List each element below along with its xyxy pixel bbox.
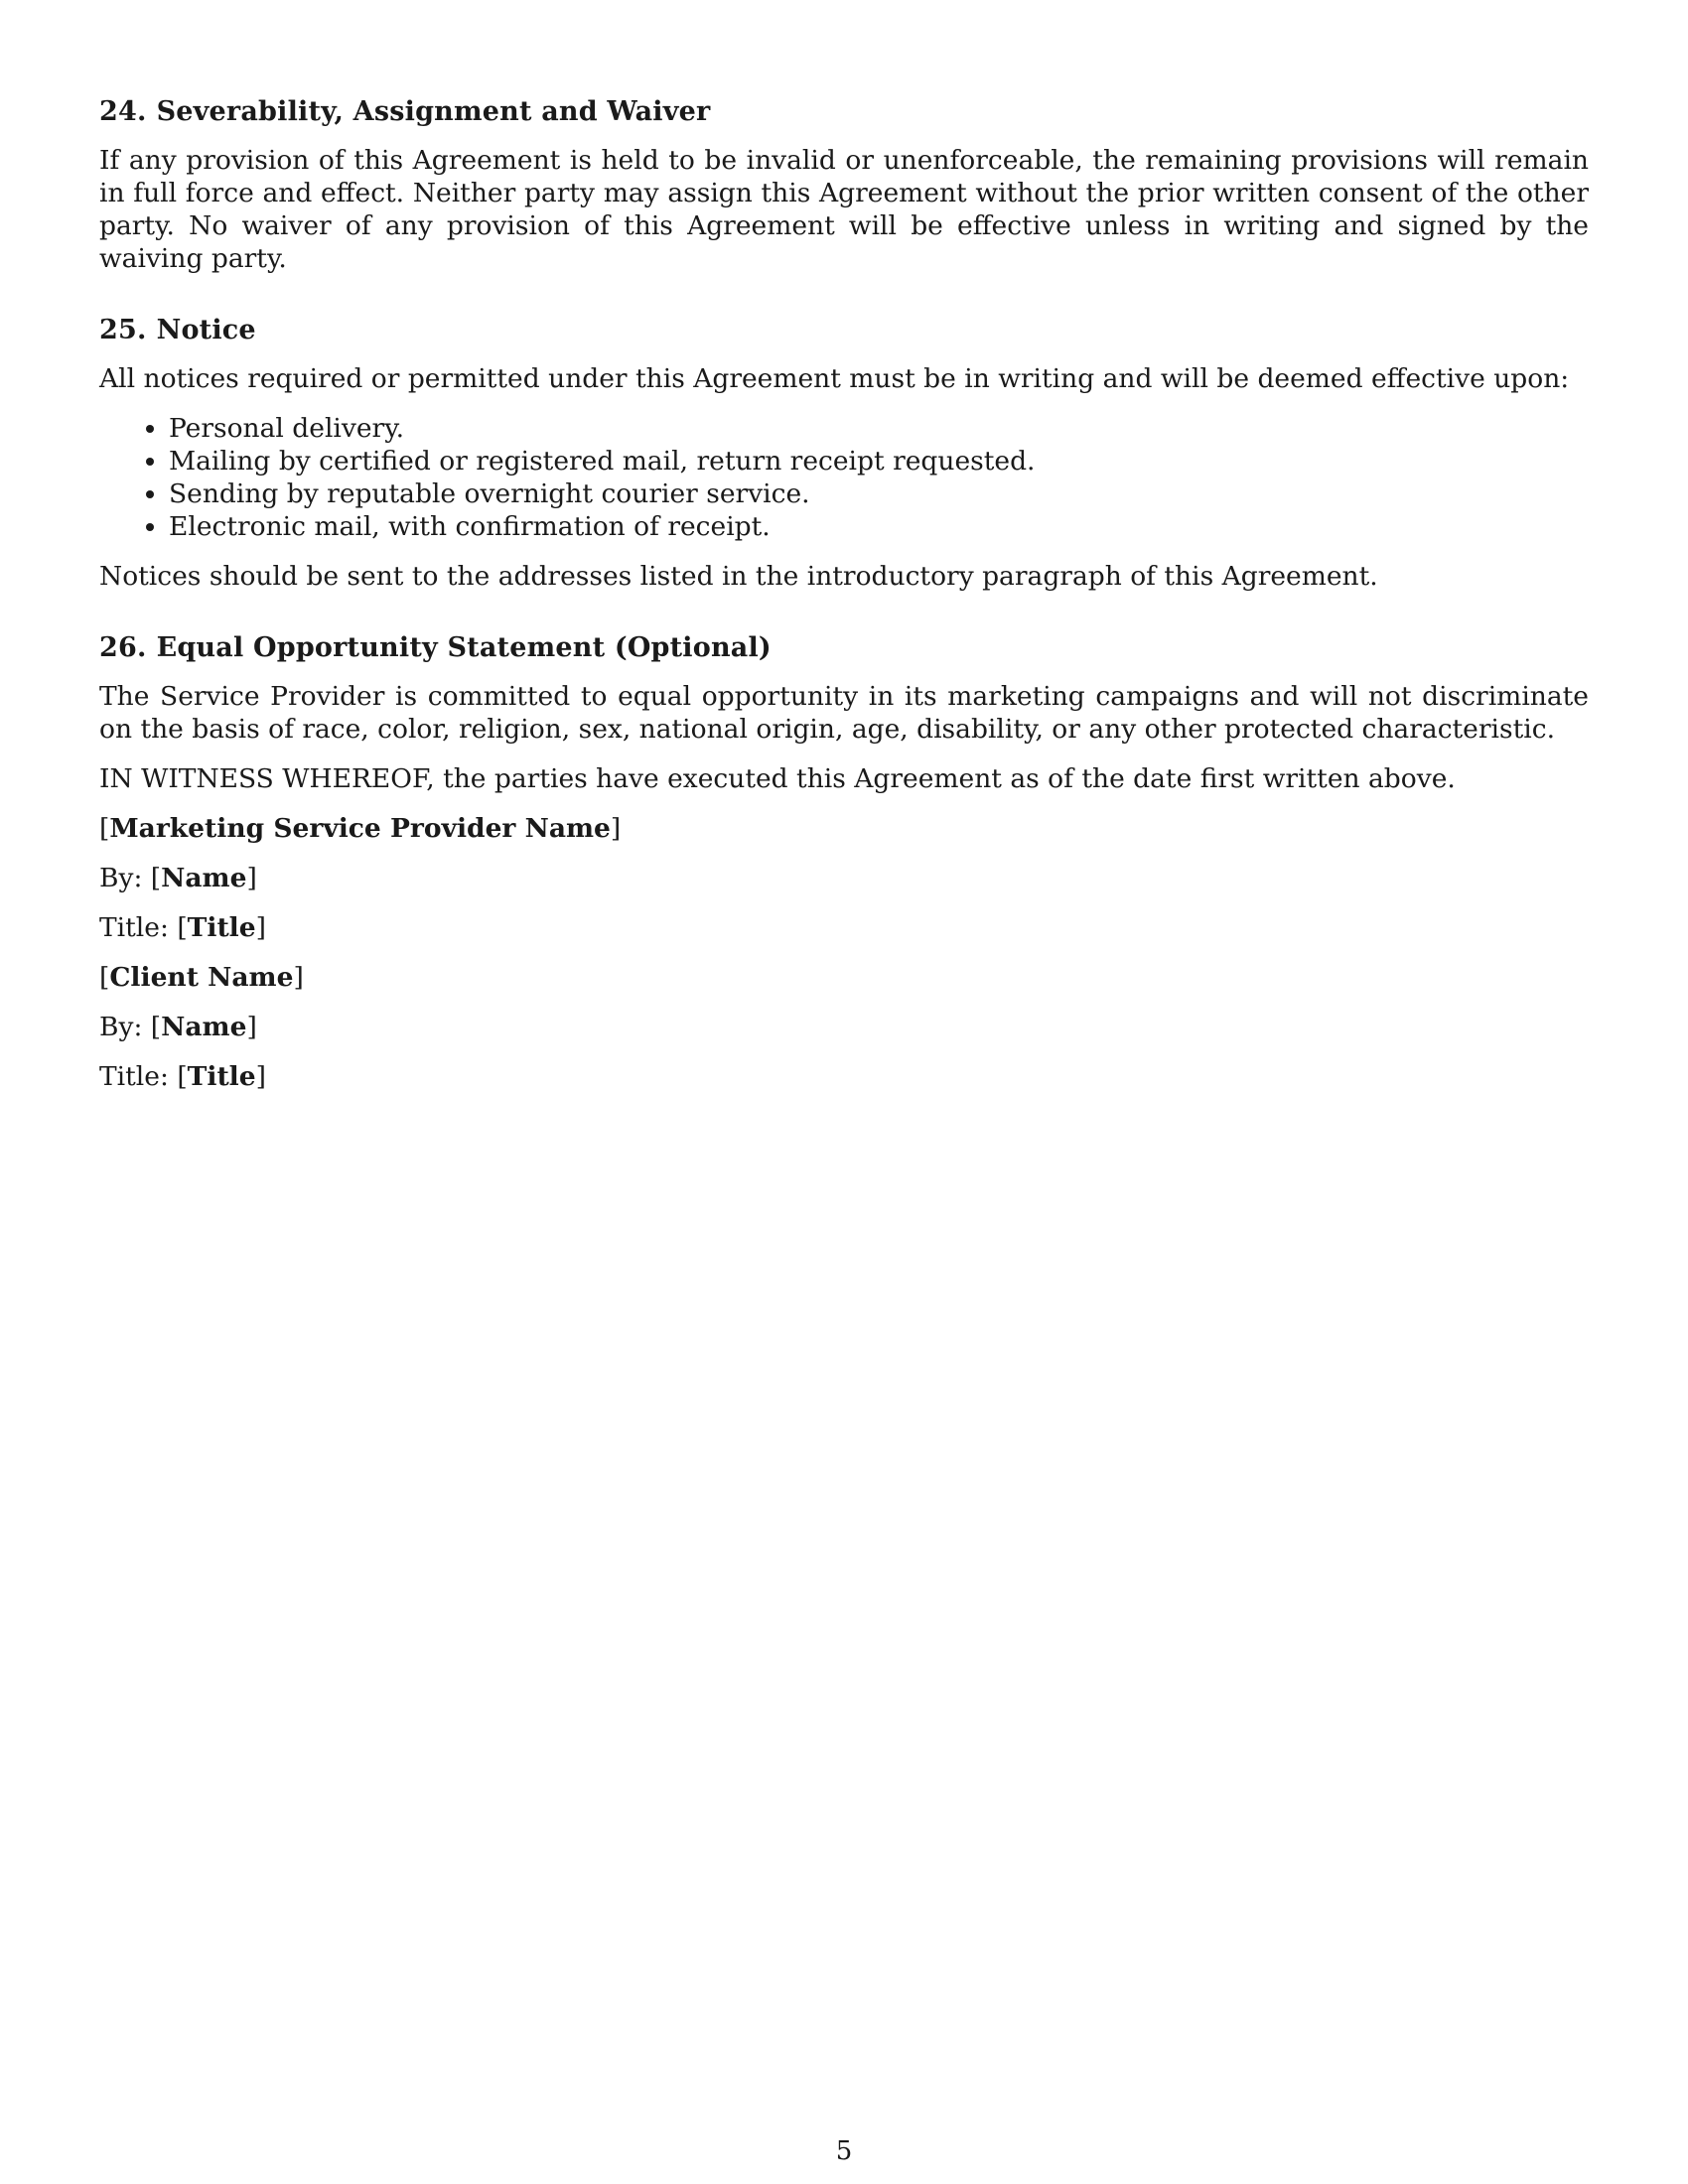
list-item: • Personal delivery.: [169, 412, 1589, 445]
section-notice: [99, 314, 1589, 593]
title-value: Title: [187, 912, 256, 943]
list-item: • Electronic mail, with confirmation of receipt.: [169, 510, 1589, 543]
party-name-line: [99, 812, 1589, 845]
list-item: • Sending by reputable overnight courier service.: [169, 478, 1589, 510]
by-value: Name: [161, 1012, 247, 1042]
by-label: By:: [99, 1012, 143, 1042]
document-page: [99, 95, 1589, 1110]
section-heading: [99, 95, 1589, 128]
section-title: Severability, Assignment and Waiver: [156, 96, 711, 127]
party-name: Client Name: [109, 962, 294, 993]
section-title: Notice: [156, 315, 256, 345]
title-label: Title:: [99, 912, 169, 943]
section-heading: [99, 314, 1589, 346]
bracket-close: ]: [293, 962, 304, 993]
section-equal-opportunity: [99, 631, 1589, 746]
title-value: Title: [187, 1061, 256, 1092]
section-title: Equal Opportunity Statement (Optional): [156, 632, 772, 663]
section-closing: Notices should be sent to the addresses listed in the introductory paragraph of this Agreement.: [99, 561, 1378, 592]
page-number: 5: [835, 2136, 853, 2166]
by-line: By: [Name]: [99, 1012, 257, 1042]
party-name: Marketing Service Provider Name: [109, 813, 611, 844]
title-line: Title: [Title]: [99, 1061, 266, 1092]
notice-methods-list: [99, 412, 1589, 543]
signature-block-client: [99, 961, 1589, 1093]
by-value: Name: [161, 863, 247, 893]
section-number: 26.: [99, 632, 147, 663]
title-label: Title:: [99, 1061, 169, 1092]
by-label: By:: [99, 863, 143, 893]
bracket-open: [: [99, 962, 110, 993]
witness-statement: IN WITNESS WHEREOF, the parties have executed this Agreement as of the date first written above.: [99, 763, 1456, 794]
by-line: By: [Name]: [99, 863, 257, 893]
signature-block-provider: [99, 812, 1589, 944]
section-paragraph: The Service Provider is committed to equal opportunity in its marketing campaigns and will not discriminate on the basis of race, color, religion, sex, national origin, age, disability, or any other protected characteristic.: [99, 681, 1589, 745]
section-number: 25.: [99, 315, 147, 345]
section-paragraph: If any provision of this Agreement is held to be invalid or unenforceable, the remaining provisions will remain in full force and effect. Neither party may assign this Agreement without the prior written consent of the other party. No waiver of any provision of this Agreement will be effective unless in writing and signed by the waiving party.: [99, 145, 1589, 274]
section-heading: [99, 631, 1589, 664]
bracket-close: ]: [610, 813, 622, 844]
section-number: 24.: [99, 96, 147, 127]
section-severability: [99, 95, 1589, 275]
title-line: Title: [Title]: [99, 912, 266, 943]
section-intro: All notices required or permitted under this Agreement must be in writing and will be deemed effective upon:: [99, 363, 1570, 394]
list-item: • Mailing by certified or registered mail, return receipt requested.: [169, 445, 1589, 478]
bracket-open: [: [99, 813, 110, 844]
party-name-line: [99, 961, 1589, 994]
